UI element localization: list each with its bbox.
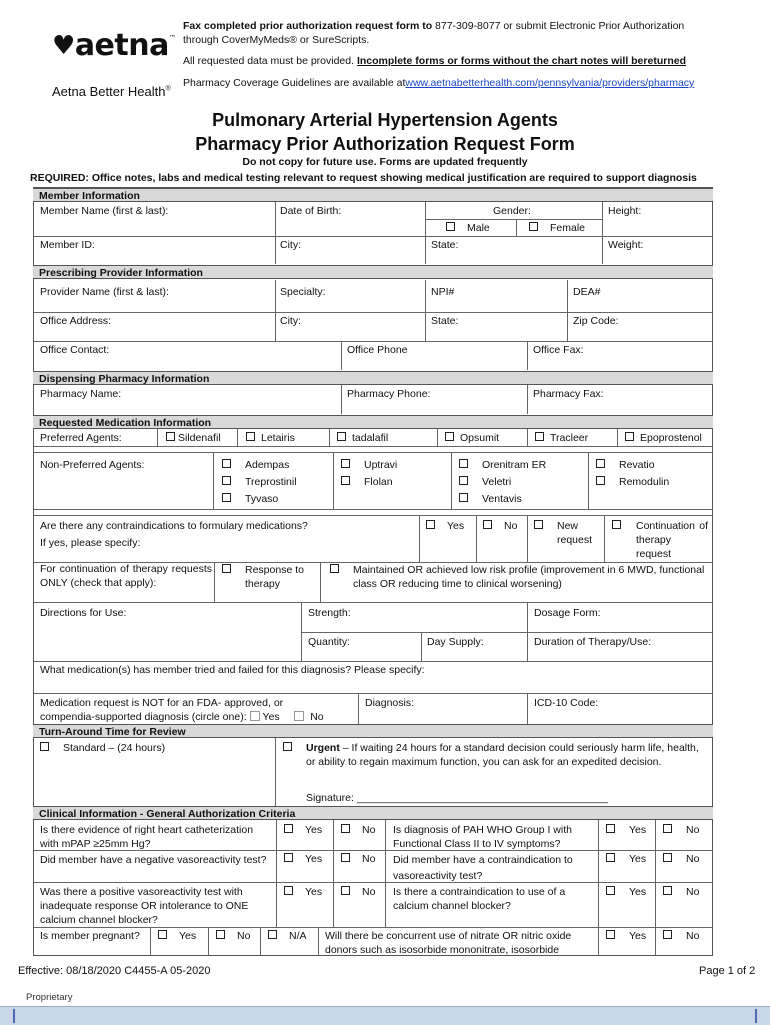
q2-yes-checkbox[interactable]: Yes [606,823,646,837]
maintained-label: Maintained OR achieved low risk profile (improvement in 6 MWD, functional class OR reducing time to clinical worsening) [353,564,705,590]
nonpreferred-uptravi-checkbox[interactable]: Uptravi [341,458,397,472]
office-phone-field[interactable]: Office Phone [347,344,408,356]
section-clinical: Clinical Information - General Authorization Criteria [33,806,713,820]
data-requirement: All requested data must be provided. Incomplete forms or forms without the chart notes will bereturned [183,55,686,67]
preferred-epoprostenol-checkbox[interactable]: Epoprostenol [625,431,702,445]
weight-field[interactable]: Weight: [608,239,644,251]
nonpreferred-veletri-checkbox[interactable]: Veletri [459,475,511,489]
zip-field[interactable]: Zip Code: [573,315,619,327]
q7-no-checkbox[interactable]: No [216,929,250,943]
nonpreferred-tyvaso-checkbox[interactable]: Tyvaso [222,492,278,506]
member-city-field[interactable]: City: [280,239,301,251]
continuation-label: Continuation of therapy request [636,520,708,560]
urgent-label: Urgent – If waiting 24 hours for a standard decision could seriously harm life, health, or ability to regain maximum function, you can ask for an expedited decision. [306,742,699,768]
q6-no-checkbox[interactable]: No [663,885,699,899]
duration-field[interactable]: Duration of Therapy/Use: [534,636,652,648]
section-turnaround: Turn-Around Time for Review [33,724,713,738]
clinical-q5: Was there a positive vasoreactivity test with inadequate response OR intolerance to ONE calcium channel blocker? [40,886,249,926]
form-title-line2: Pharmacy Prior Authorization Request Form [195,134,575,154]
clinical-q6: Is there a contraindication to use of a calcium channel blocker? [393,886,566,912]
section-pharmacy: Dispensing Pharmacy Information [33,371,713,385]
diagnosis-field[interactable]: Diagnosis: [365,697,415,709]
contraindication-question: Are there any contraindications to formulary medications? [40,520,308,532]
not-fda-question-line2: compendia-supported diagnosis (circle one): Yes No [40,711,324,723]
strength-field[interactable]: Strength: [308,607,351,619]
member-name-field[interactable]: Member Name (first & last): [40,205,169,217]
icd10-field[interactable]: ICD-10 Code: [534,697,599,709]
response-checkbox[interactable] [222,563,243,577]
office-address-field[interactable]: Office Address: [40,315,112,327]
contra-no-checkbox[interactable]: No [483,519,517,533]
preferred-sildenafil-checkbox[interactable]: Sildenafil [166,431,221,445]
clinical-q7: Is member pregnant? [40,930,140,942]
clinical-q2: Is diagnosis of PAH WHO Group I with Functional Class II to IV symptoms? [393,824,572,850]
nonpreferred-orenitram-checkbox[interactable]: Orenitram ER [459,458,546,472]
preferred-letairis-checkbox[interactable]: Letairis [246,431,295,445]
nonpreferred-treprostinil-checkbox[interactable]: Treprostinil [222,475,297,489]
effective-date: Effective: 08/18/2020 C4455-A 05-2020 [18,965,211,977]
female-checkbox[interactable]: Female [529,221,585,235]
office-city-field[interactable]: City: [280,315,301,327]
preferred-opsumit-checkbox[interactable]: Opsumit [445,431,499,445]
preferred-tracleer-checkbox[interactable]: Tracleer [535,431,588,445]
clinical-q4: Did member have a contraindication to vasoreactivity test? [393,854,573,882]
contra-yes-checkbox[interactable]: Yes [426,519,464,533]
not-fda-yes-checkbox[interactable]: Yes [250,711,280,723]
q8-no-checkbox[interactable]: No [663,929,699,943]
specialty-field[interactable]: Specialty: [280,286,326,298]
q8-yes-checkbox[interactable]: Yes [606,929,646,943]
continuation-question: For continuation of therapy requests ONLY (check that apply): [40,563,212,589]
q5-yes-checkbox[interactable]: Yes [284,885,322,899]
guidelines-line: Pharmacy Coverage Guidelines are available atwww.aetnabetterhealth.com/pennsylvania/providers/pharmacy [183,77,695,89]
nonpreferred-agents-label: Non-Preferred Agents: [40,459,145,471]
tried-failed-field[interactable]: What medication(s) has member tried and failed for this diagnosis? Please specify: [40,664,425,676]
dea-field[interactable]: DEA# [573,286,601,298]
new-request-checkbox[interactable] [534,519,557,533]
heart-icon: ♥ [52,31,75,61]
directions-field[interactable]: Directions for Use: [40,607,127,619]
maintained-checkbox[interactable] [330,563,351,577]
nonpreferred-flolan-checkbox[interactable]: Flolan [341,475,393,489]
urgent-checkbox[interactable] [283,741,304,755]
nonpreferred-ventavis-checkbox[interactable]: Ventavis [459,492,522,506]
member-id-field[interactable]: Member ID: [40,239,95,251]
aetna-better-health-label: Aetna Better Health® [52,84,171,99]
not-fda-no-checkbox[interactable]: No [294,711,323,723]
office-contact-field[interactable]: Office Contact: [40,344,110,356]
contraindication-specify-field[interactable]: If yes, please specify: [40,537,141,549]
guidelines-link[interactable]: www.aetnabetterhealth.com/pennsylvania/providers/pharmacy [405,77,695,89]
q6-yes-checkbox[interactable]: Yes [606,885,646,899]
q3-no-checkbox[interactable]: No [341,852,375,866]
form-subtitle: Do not copy for future use. Forms are updated frequently [242,156,528,168]
clinical-q8: Will there be concurrent use of nitrate OR nitric oxide donors such as isosorbide mononitrate, isosorbide [325,930,572,956]
q1-yes-checkbox[interactable]: Yes [284,823,322,837]
q7-na-checkbox[interactable]: N/A [268,929,307,943]
clinical-q3: Did member have a negative vasoreactivity test? [40,854,267,866]
signature-field[interactable]: Signature: ___________________________________________ [306,792,608,804]
male-checkbox[interactable]: Male [446,221,490,235]
provider-name-field[interactable]: Provider Name (first & last): [40,286,169,298]
section-prescriber: Prescribing Provider Information [33,265,713,279]
page-number: Page 1 of 2 [699,965,756,977]
bottom-scroll-bar [0,1006,770,1025]
height-field[interactable]: Height: [608,205,642,217]
clinical-q1: Is there evidence of right heart catheterization with mPAP ≥25mm Hg? [40,824,254,850]
pharmacy-name-field[interactable]: Pharmacy Name: [40,388,122,400]
day-supply-field[interactable]: Day Supply: [427,636,484,648]
not-fda-question: Medication request is NOT for an FDA- approved, or [40,697,284,709]
npi-field[interactable]: NPI# [431,286,455,298]
q4-no-checkbox[interactable]: No [663,852,699,866]
new-request-label: New request [557,520,593,546]
office-state-field[interactable]: State: [431,315,459,327]
response-label: Response to therapy [245,564,304,590]
q7-yes-checkbox[interactable]: Yes [158,929,196,943]
quantity-field[interactable]: Quantity: [308,636,351,648]
required-notice: REQUIRED: Office notes, labs and medical testing relevant to request showing medical justification are required to support diagnosis [30,172,697,184]
dosage-form-field[interactable]: Dosage Form: [534,607,601,619]
pharmacy-fax-field[interactable]: Pharmacy Fax: [533,388,604,400]
preferred-tadalafil-checkbox[interactable]: tadalafil [337,431,388,445]
aetna-logo: ♥aetna™ [52,28,176,63]
dob-field[interactable]: Date of Birth: [280,205,342,217]
nonpreferred-remodulin-checkbox[interactable]: Remodulin [596,475,669,489]
member-state-field[interactable]: State: [431,239,459,251]
form-title-line1: Pulmonary Arterial Hypertension Agents [212,110,558,130]
standard-checkbox[interactable]: Standard – (24 hours) [40,741,165,755]
q2-no-checkbox[interactable]: No [663,823,699,837]
q5-no-checkbox[interactable]: No [341,885,375,899]
q1-no-checkbox[interactable]: No [341,823,375,837]
q4-yes-checkbox[interactable]: Yes [606,852,646,866]
pharmacy-phone-field[interactable]: Pharmacy Phone: [347,388,431,400]
section-medication: Requested Medication Information [33,415,713,429]
office-fax-field[interactable]: Office Fax: [533,344,584,356]
preferred-agents-label: Preferred Agents: [40,432,122,444]
fax-instructions: Fax completed prior authorization request form to 877-309-8077 or submit Electronic Prior Authorization through CoverMyMeds® or SureScripts. [183,20,685,46]
nonpreferred-revatio-checkbox[interactable]: Revatio [596,458,655,472]
section-member: Member Information [33,188,713,202]
gender-label: Gender: [493,205,531,217]
proprietary-label: Proprietary [26,992,73,1003]
continuation-checkbox[interactable] [612,519,633,533]
nonpreferred-adempas-checkbox[interactable]: Adempas [222,458,289,472]
q3-yes-checkbox[interactable]: Yes [284,852,322,866]
